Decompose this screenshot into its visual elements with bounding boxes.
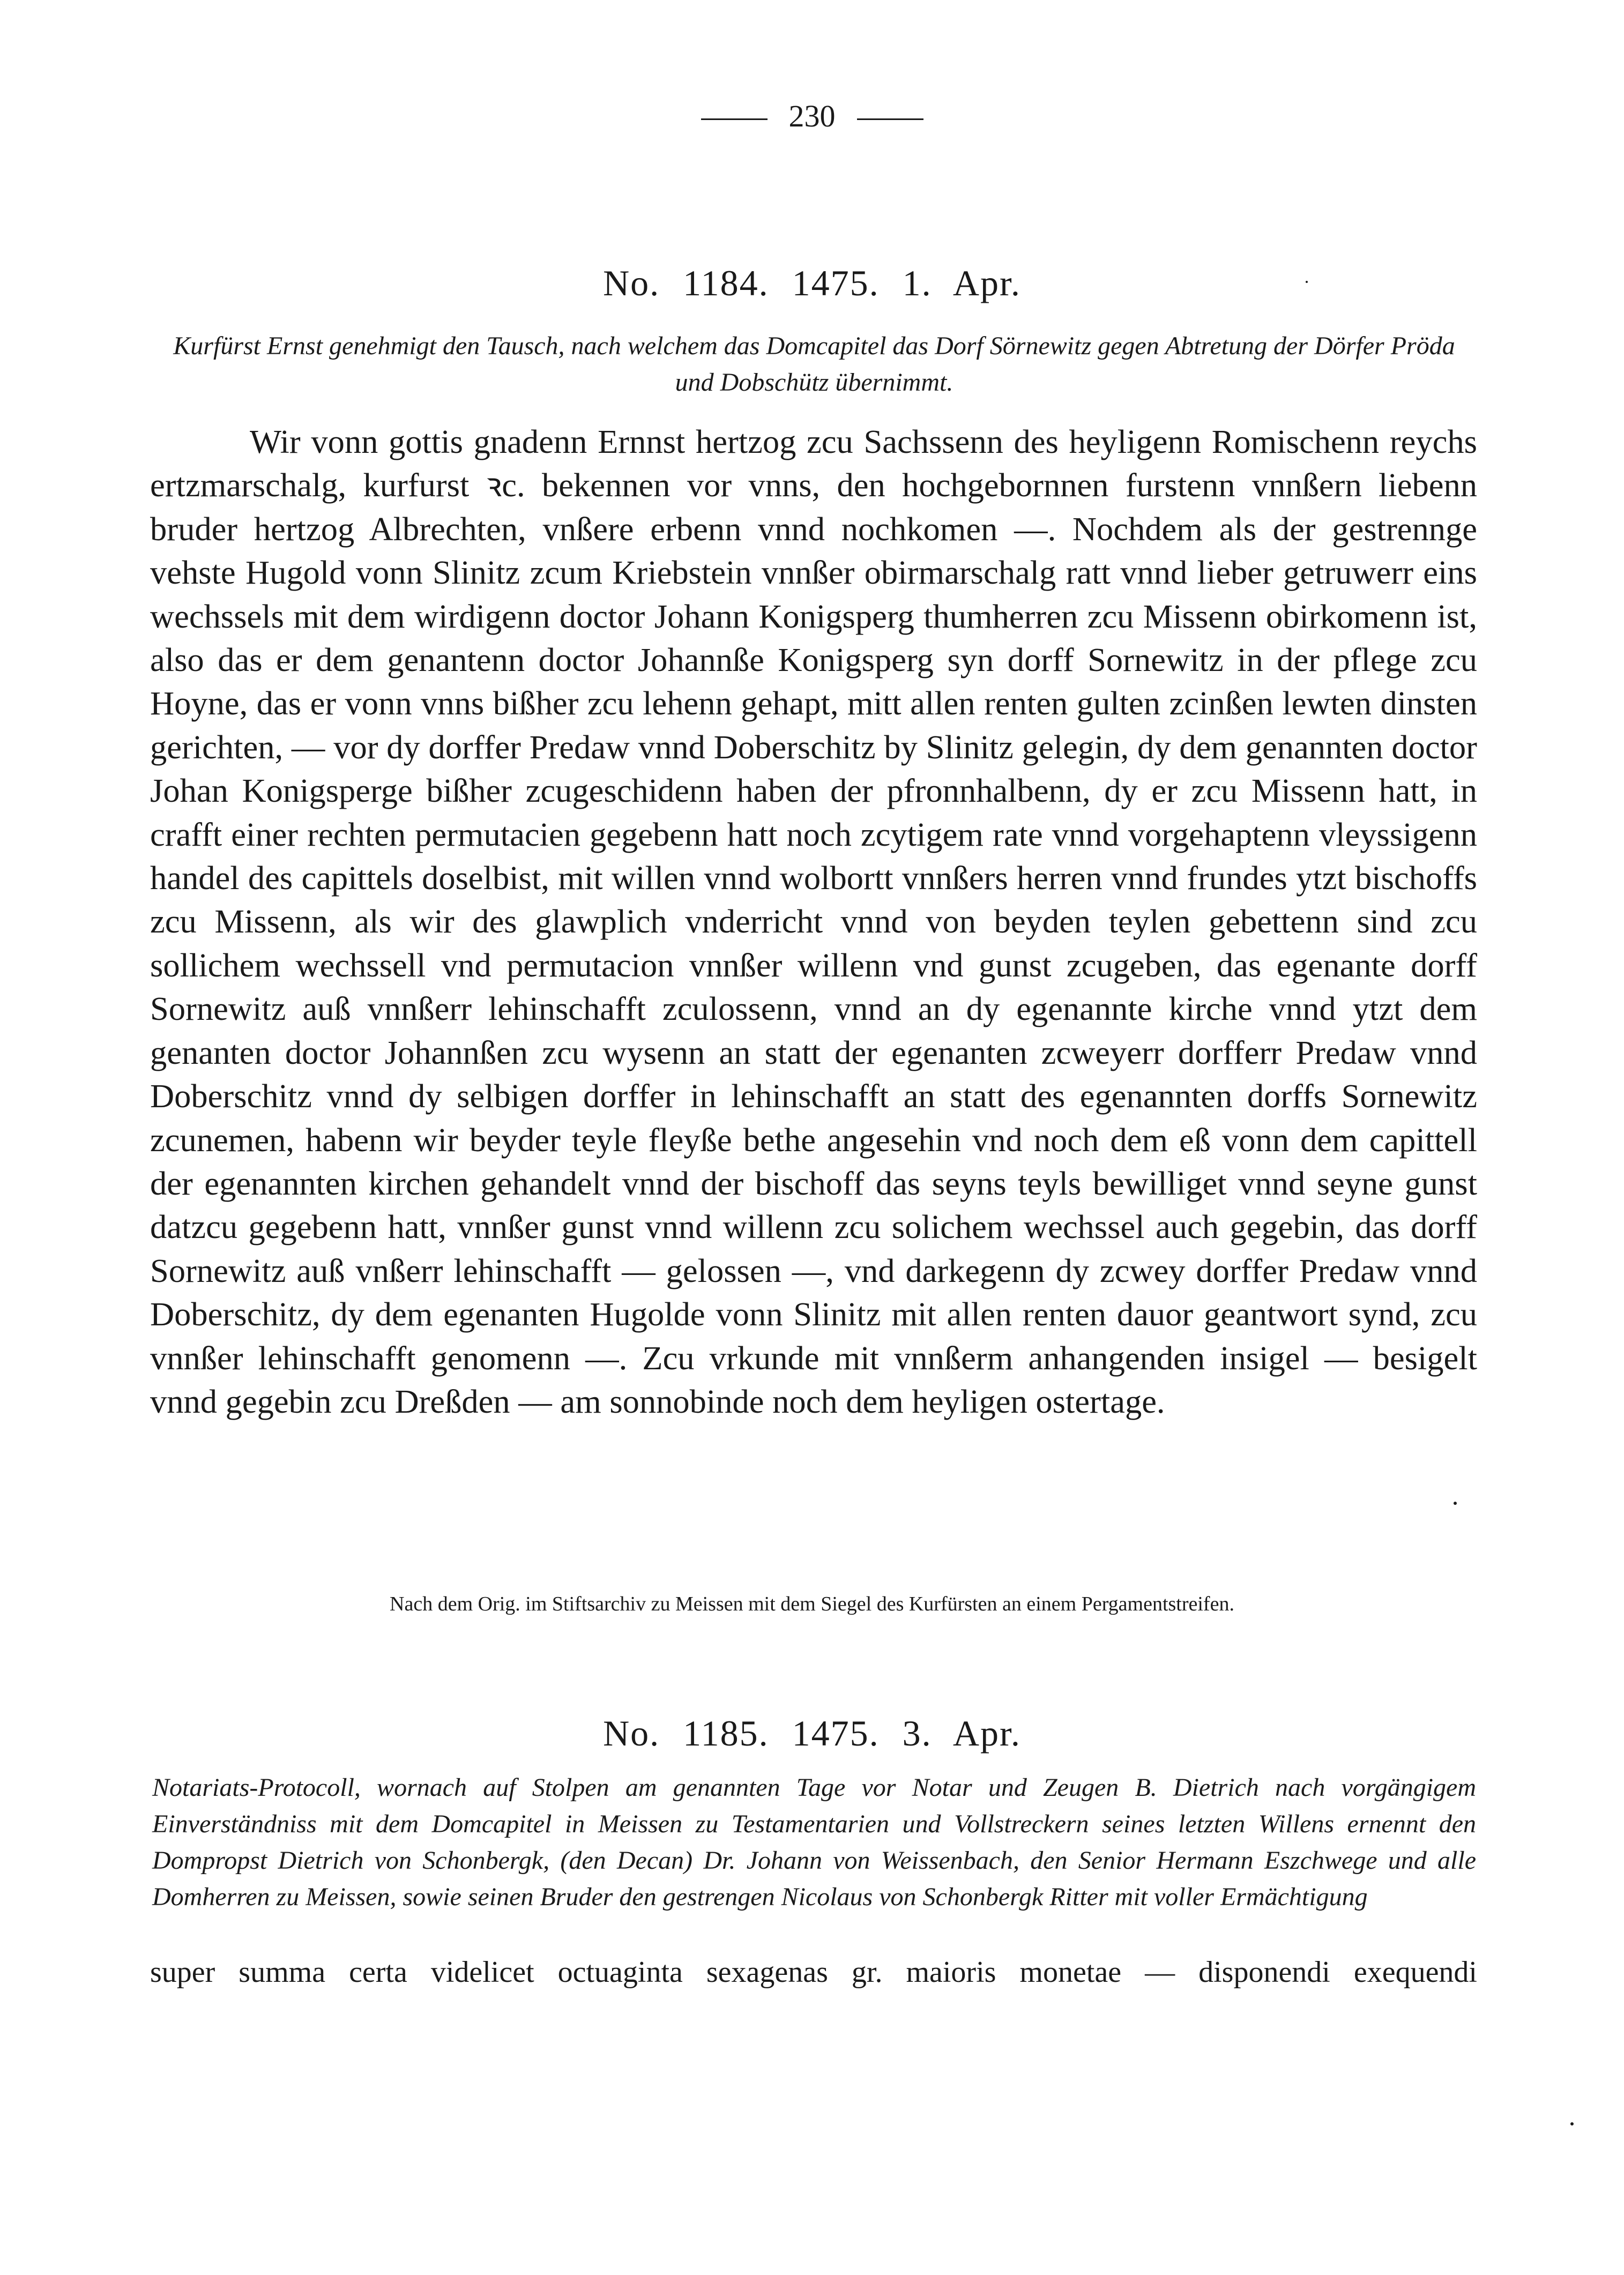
page-number-rule-right [857,118,923,120]
entry-1184-source-note: Nach dem Orig. im Stiftsarchiv zu Meissen mit dem Siegel des Kurfürsten an einem Pergamentstreifen. [390,1593,1234,1615]
print-speck [1454,1502,1457,1505]
print-speck [1306,281,1308,283]
entry-1185-summary [152,1770,1476,1915]
entry-1184-summary: Kurfürst Ernst genehmigt den Tausch, nach welchem das Domcapitel das Dorf Sörnewitz gegen Abtretung der Dörfer Pröda und Dobschütz übernimmt. [173,332,1455,397]
entry-1185-summary-text: Notariats-Protocoll, wornach auf Stolpen am genannten Tage vor Notar und Zeugen B. Dietrich nach vorgängigem Einverständniss mit dem Domcapitel in Meissen zu Testamentarien und Vollstreckern seines letzten Willens ernennt den Dompropst Dietrich von Schonbergk, (den Decan) Dr. Johann von Weissenbach, den Senior Hermann Eszchwege und alle Domherren zu Meissen, sowie seinen Bruder den gestrengen Nicolaus von Schonbergk Ritter mit voller Ermächtigung [152,1773,1476,1911]
print-speck [1570,2122,1574,2125]
entry-1185-text-start: super summa certa videlicet octuaginta sexagenas gr. maioris monetae — disponendi exequendi [150,1956,1477,1989]
entry-1184-body: Wir vonn gottis gnadenn Ernnst hertzog zcu Sachssenn des heyligenn Romischenn reychs ertzmarschalg, kurfurst ꝛc. bekennen vor vnns, den hochgebornnen furstenn vnnßern liebenn bruder hertzog Albrechten, vnßere erbenn vnnd nochkomen —. Nochdem als der gestrennge vehste Hugold vonn Slinitz zcum Kriebstein vnnßer obirmarschalg ratt vnnd lieber getruwerr eins wechssels mit dem wirdigenn doctor Johann Konigsperg thumherren zcu Missenn obirkomenn ist, also das er dem genantenn doctor Johannße Konigsperg syn dorff Sornewitz in der pflege zcu Hoyne, das er vonn vnns bißher zcu lehenn gehapt, mitt allen renten gulten zcinßen lewten dinsten gerichten, — vor dy dorffer Predaw vnnd Doberschitz by Slinitz gelegin, dy dem genannten doctor Johan Konigsperge bißher zcugeschidenn haben der pfronnhalbenn, dy er zcu Missenn hatt, in crafft einer rechten permutacien gegebenn hatt noch zcytigem rate vnnd vorgehaptenn vleyssigenn handel des capittels doselbist, mit willen vnnd wolbortt vnnßers herren vnnd frundes ytzt bischoffs zcu Missenn, als wir des glawplich vnderricht vnnd von beyden teylen gebettenn sind zcu sollichem wechssell vnd permutacion vnnßer willenn vnd gunst zcugeben, das egenante dorff Sornewitz auß vnnßerr lehinschafft zculossenn, vnnd an dy egenannte kirche vnnd ytzt dem genanten doctor Johannßen zcu wysenn an statt der egenanten zcweyerr dorfferr Predaw vnnd Doberschitz vnnd dy selbigen dorffer in lehinschafft an statt des egenannten dorffs Sornewitz zcunemen, habenn wir beyder teyle fleyße bethe angesehin vnd noch dem eß vonn dem capittell der egenannten kirchen gehandelt vnnd der bischoff das seyns teyls bewilliget vnnd seyne gunst datzcu gegebenn hatt, vnnßer gunst vnnd willenn zcu solichem wechssel auch gegebin, das dorff Sornewitz auß vnßerr lehinschafft — gelossen —, vnd darkegenn dy zcwey dorffer Predaw vnnd Doberschitz, dy dem egenanten Hugolde vonn Slinitz mit allen renten dauor geantwort synd, zcu vnnßer lehinschafft genomenn —. Zcu vrkunde mit vnnßerm anhangenden insigel — besigelt vnnd gegebin zcu Dreßden — am sonnobinde noch dem heyligen ostertage. [150,423,1477,1420]
page-number [0,98,1624,135]
page-number-rule-left [701,118,768,120]
page-number-value: 230 [788,99,836,133]
entry-1184-heading: No. 1184. 1475. 1. Apr. [603,263,1021,303]
entry-1185-heading: No. 1185. 1475. 3. Apr. [603,1713,1021,1754]
